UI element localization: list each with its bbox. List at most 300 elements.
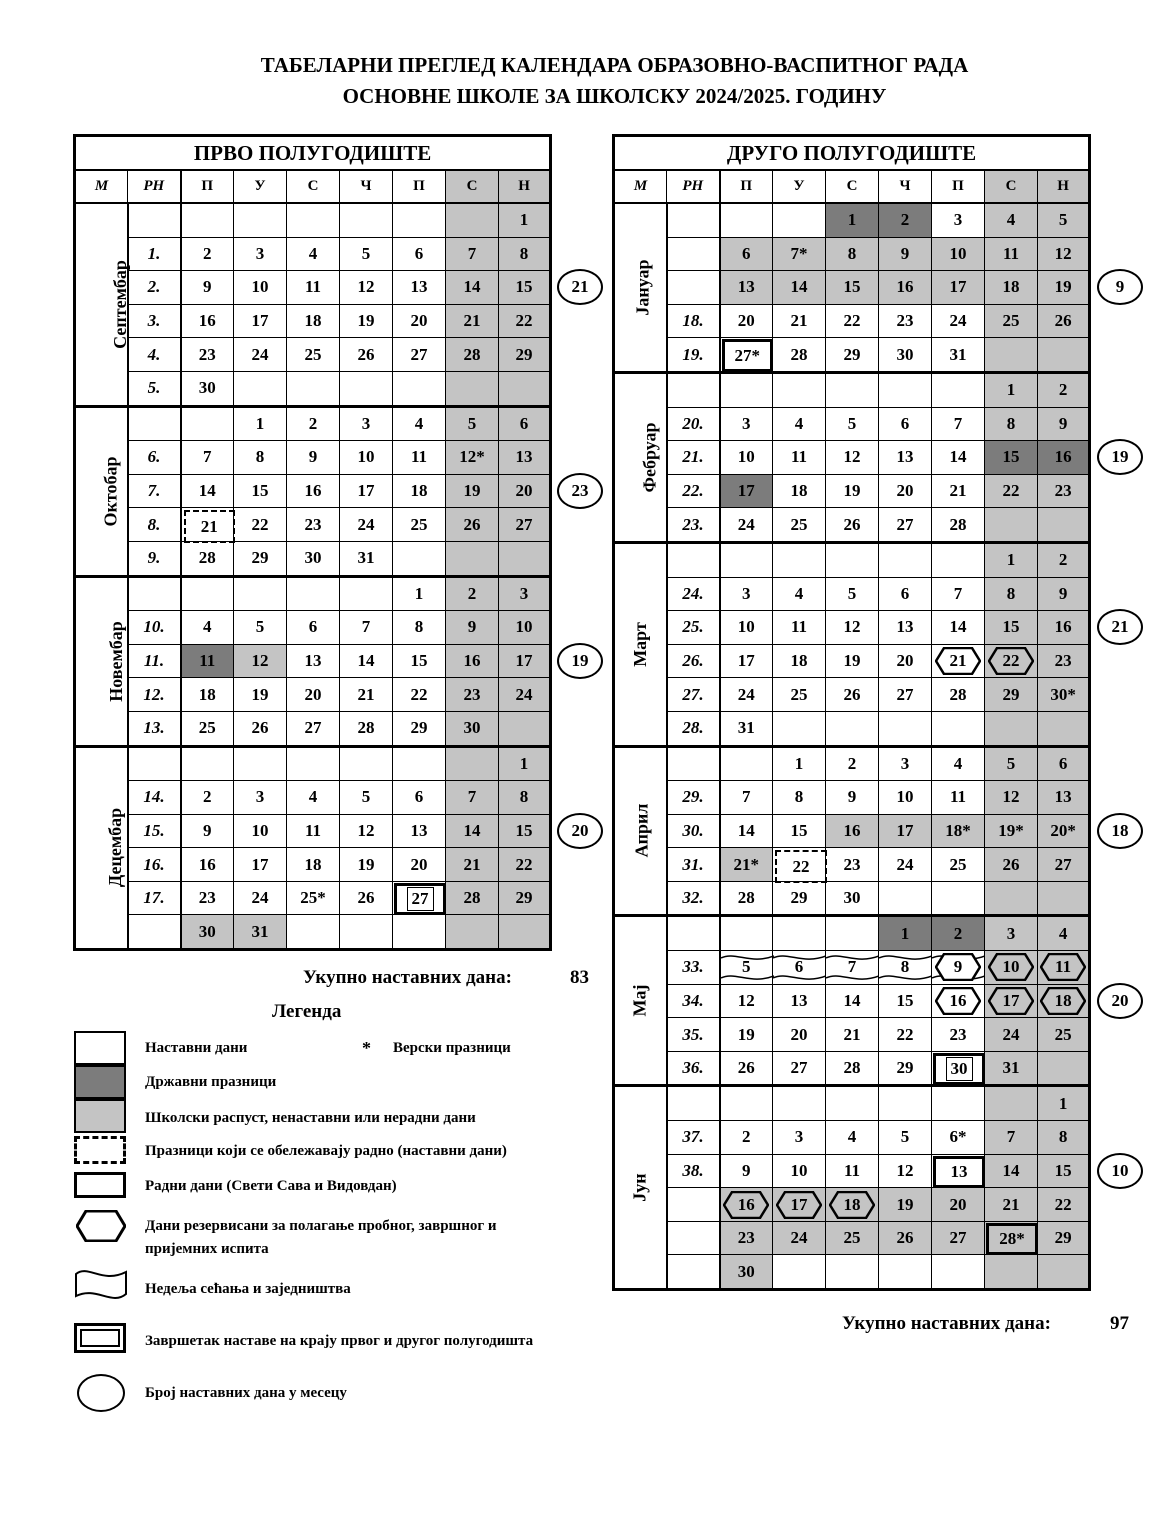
day-cell [446, 338, 499, 372]
week-number: 29. [667, 781, 720, 815]
day-cell [393, 678, 446, 712]
day-cell [181, 203, 234, 237]
day-number: 14 [198, 481, 216, 501]
day-cell [287, 915, 340, 950]
day-cell [932, 1121, 985, 1155]
day-cell [932, 338, 985, 373]
day-number: 28 [790, 344, 808, 364]
day-number: 25 [304, 344, 322, 364]
day-cell [985, 1051, 1038, 1086]
legend-swatch-working [74, 1172, 126, 1198]
day-number: 13 [896, 617, 914, 637]
day-cell [234, 474, 287, 508]
day-cell [340, 271, 393, 305]
day-number: 26 [357, 344, 375, 364]
day-cell [932, 781, 985, 815]
day-cell [446, 203, 499, 237]
day-number: 27 [407, 887, 434, 911]
week-number: 18. [667, 304, 720, 338]
week-number: 9. [128, 541, 181, 576]
day-cell [287, 644, 340, 678]
day-cell [773, 203, 826, 237]
week-number [128, 915, 181, 950]
week-number: 27. [667, 678, 720, 712]
day-cell [826, 881, 879, 916]
day-cell [499, 611, 551, 645]
day-number: 10 [737, 617, 755, 637]
day-number: 14 [790, 277, 808, 297]
document-title [0, 50, 1154, 112]
day-cell [773, 644, 826, 678]
day-cell [826, 338, 879, 373]
day-cell [932, 916, 985, 951]
day-cell [340, 915, 393, 950]
day-cell [1038, 237, 1090, 271]
month-name [614, 746, 667, 916]
day-number: 12 [357, 277, 375, 297]
day-number: 3 [742, 413, 751, 433]
day-number: 11 [1002, 243, 1020, 263]
day-number: 18* [945, 820, 971, 840]
day-cell [720, 441, 773, 475]
day-cell [181, 711, 234, 746]
day-number: 25 [949, 854, 967, 874]
day-cell [773, 848, 826, 882]
day-cell [446, 848, 499, 882]
day-number: 28 [463, 888, 481, 908]
day-cell [446, 881, 499, 915]
day-number: 10 [515, 617, 533, 637]
day-cell [985, 1018, 1038, 1052]
week-number: 10. [128, 611, 181, 645]
day-cell [499, 781, 551, 815]
month-label: Јун [629, 1173, 650, 1202]
day-cell [826, 304, 879, 338]
day-cell [393, 848, 446, 882]
day-cell [826, 542, 879, 577]
day-number: 21 [463, 854, 481, 874]
day-cell [393, 406, 446, 441]
day-number: 22 [515, 311, 533, 331]
day-cell [985, 711, 1038, 746]
day-number: 4 [1006, 210, 1016, 230]
first-half-total-value: 83 [570, 967, 589, 988]
day-number: 9 [1058, 583, 1068, 603]
day-cell [720, 542, 773, 577]
legend-circle-icon [77, 1374, 125, 1412]
day-cell [720, 746, 773, 781]
day-cell [446, 781, 499, 815]
day-cell [826, 1051, 879, 1086]
day-cell [181, 611, 234, 645]
week-number [667, 203, 720, 237]
day-cell [985, 746, 1038, 781]
day-number: 27* [734, 345, 760, 365]
day-cell [720, 1051, 773, 1086]
day-cell [826, 1154, 879, 1188]
day-number: 2 [953, 923, 963, 943]
day-cell [826, 1188, 879, 1222]
day-cell [879, 203, 932, 237]
week-number [128, 746, 181, 781]
column-header: С [985, 170, 1038, 203]
week-number: 24. [667, 577, 720, 611]
day-number: 12* [459, 447, 485, 467]
day-cell [826, 984, 879, 1018]
day-cell [773, 1018, 826, 1052]
day-cell [720, 848, 773, 882]
day-cell [826, 203, 879, 237]
week-number: 21. [667, 441, 720, 475]
day-cell [499, 576, 551, 611]
column-header: Н [499, 170, 551, 203]
day-number: 18 [410, 481, 428, 501]
day-cell [181, 338, 234, 372]
day-number: 3 [900, 753, 910, 773]
day-number: 18 [1054, 990, 1072, 1010]
day-cell [773, 746, 826, 781]
day-number: 11 [790, 617, 808, 637]
day-cell [932, 271, 985, 305]
day-number: 6 [900, 583, 910, 603]
day-cell [181, 474, 234, 508]
day-number: 30 [198, 378, 216, 398]
day-cell [932, 1255, 985, 1290]
day-cell [826, 508, 879, 543]
day-number: 18 [304, 311, 322, 331]
day-cell [879, 1121, 932, 1155]
day-cell [446, 271, 499, 305]
day-cell [985, 407, 1038, 441]
legend-label-end-term: Завршетак наставе на крају првог и другог полугодишта [145, 1333, 534, 1349]
day-number: 19 [251, 684, 269, 704]
month-name [614, 203, 667, 372]
day-cell [181, 644, 234, 678]
day-number: 31 [1002, 1058, 1020, 1078]
day-cell [499, 848, 551, 882]
day-number: 26 [463, 514, 481, 534]
day-cell [340, 474, 393, 508]
legend-swatch-break [74, 1099, 126, 1133]
day-cell [234, 781, 287, 815]
day-cell [446, 915, 499, 950]
day-cell [393, 576, 446, 611]
day-number: 29 [251, 548, 269, 568]
day-cell [181, 814, 234, 848]
day-number: 13 [737, 277, 755, 297]
day-cell [1038, 848, 1090, 882]
day-cell [340, 237, 393, 271]
day-number: 28 [843, 1058, 861, 1078]
day-cell [234, 304, 287, 338]
column-header: Ч [879, 170, 932, 203]
day-number: 16 [843, 820, 861, 840]
day-number: 14 [843, 990, 861, 1010]
day-cell [932, 678, 985, 712]
day-number: 12 [843, 447, 861, 467]
day-cell [234, 271, 287, 305]
day-cell [446, 541, 499, 576]
day-cell [234, 338, 287, 372]
day-number: 15 [790, 820, 808, 840]
day-cell [287, 848, 340, 882]
day-number: 27 [515, 514, 533, 534]
day-cell [932, 984, 985, 1018]
day-number: 24 [357, 514, 375, 534]
day-number: 2 [742, 1127, 751, 1147]
week-number: 3. [128, 304, 181, 338]
month-label: Новембар [105, 620, 126, 702]
day-number: 28 [198, 548, 216, 568]
day-cell [879, 1154, 932, 1188]
day-number: 6 [308, 617, 318, 637]
day-cell [773, 951, 826, 985]
day-number: 29 [790, 888, 808, 908]
day-number: 8 [1058, 1127, 1068, 1147]
day-number: 9 [742, 1160, 751, 1180]
day-number: 18 [1002, 277, 1020, 297]
week-number: 22. [667, 474, 720, 508]
second-half-total-value: 97 [1110, 1313, 1129, 1334]
day-number: 17 [737, 481, 755, 501]
day-cell [826, 644, 879, 678]
day-cell [985, 304, 1038, 338]
day-cell [720, 711, 773, 746]
day-cell [720, 814, 773, 848]
day-cell [1038, 474, 1090, 508]
day-cell [720, 407, 773, 441]
day-number: 21 [1002, 1194, 1020, 1214]
legend-label-teaching: Наставни дани [145, 1040, 248, 1056]
day-cell [1038, 881, 1090, 916]
day-number: 12 [1054, 243, 1072, 263]
day-cell [826, 1018, 879, 1052]
day-number: 15 [1002, 447, 1020, 467]
day-cell [720, 1121, 773, 1155]
day-cell [287, 541, 340, 576]
day-number: 28 [737, 888, 755, 908]
day-cell [287, 781, 340, 815]
day-cell [234, 711, 287, 746]
day-cell [1038, 542, 1090, 577]
day-number: 13 [304, 651, 322, 671]
legend-swatch-end-term [74, 1323, 126, 1353]
day-cell [287, 203, 340, 237]
day-cell [234, 814, 287, 848]
legend-religious-label: Верски празници [393, 1040, 511, 1056]
day-cell [1038, 711, 1090, 746]
day-cell [773, 611, 826, 645]
day-cell [393, 441, 446, 475]
day-cell [340, 441, 393, 475]
day-cell [340, 338, 393, 372]
day-cell [720, 1086, 773, 1121]
day-cell [985, 951, 1038, 985]
day-cell [181, 746, 234, 781]
week-number: 2. [128, 271, 181, 305]
day-cell [499, 406, 551, 441]
day-cell [720, 678, 773, 712]
day-cell [1038, 781, 1090, 815]
week-number [667, 746, 720, 781]
day-number: 5 [742, 957, 751, 977]
day-number: 12 [357, 820, 375, 840]
column-header: П [393, 170, 446, 203]
week-number [128, 576, 181, 611]
day-cell [499, 371, 551, 406]
day-cell [446, 576, 499, 611]
day-cell [773, 271, 826, 305]
day-cell [773, 577, 826, 611]
day-cell [446, 474, 499, 508]
day-cell [879, 372, 932, 407]
day-number: 3 [1006, 923, 1016, 943]
day-number: 30 [843, 888, 861, 908]
day-number: 16 [463, 651, 481, 671]
day-cell [446, 644, 499, 678]
day-cell [985, 1121, 1038, 1155]
day-number: 9 [467, 617, 477, 637]
day-number: 21 [463, 311, 481, 331]
day-cell [340, 508, 393, 542]
day-number: 10 [357, 447, 375, 467]
day-cell [340, 576, 393, 611]
day-number: 4 [794, 583, 804, 603]
day-cell [499, 271, 551, 305]
legend-label-remembrance: Недеља сећања и заједништва [145, 1281, 351, 1297]
day-number: 20 [790, 1024, 808, 1044]
day-number: 8 [1006, 413, 1016, 433]
day-cell [181, 237, 234, 271]
day-number: 7 [742, 787, 751, 807]
week-number: 11. [128, 644, 181, 678]
day-number: 29 [410, 718, 428, 738]
day-number: 28 [357, 718, 375, 738]
legend-hexagon-icon [76, 1210, 126, 1242]
day-cell [826, 1086, 879, 1121]
day-cell [287, 508, 340, 542]
day-cell [340, 746, 393, 781]
day-cell [287, 881, 340, 915]
legend-swatch-state-holiday [74, 1065, 126, 1099]
day-number: 6 [900, 413, 910, 433]
column-header: РН [667, 170, 720, 203]
day-number: 14 [949, 617, 967, 637]
day-cell [1038, 1154, 1090, 1188]
day-cell [879, 577, 932, 611]
week-number: 37. [667, 1121, 720, 1155]
day-cell [287, 576, 340, 611]
day-number: 19 [1054, 277, 1072, 297]
day-number: 21 [790, 311, 808, 331]
day-cell [773, 678, 826, 712]
day-number: 22 [896, 1024, 914, 1044]
day-number: 3 [794, 1127, 804, 1147]
day-number: 27 [896, 684, 914, 704]
day-number: 9 [308, 447, 318, 467]
day-number: 26 [843, 514, 861, 534]
day-number: 4 [414, 413, 424, 433]
day-number: 15 [1002, 617, 1020, 637]
day-cell [985, 577, 1038, 611]
day-cell [393, 508, 446, 542]
day-number: 1 [900, 923, 910, 943]
day-cell [932, 372, 985, 407]
day-cell [446, 406, 499, 441]
day-cell [879, 237, 932, 271]
day-number: 2 [1058, 550, 1068, 570]
day-number: 11 [304, 820, 322, 840]
day-number: 1 [519, 210, 529, 230]
day-cell [826, 372, 879, 407]
day-cell [234, 541, 287, 576]
day-cell [773, 1154, 826, 1188]
day-number: 14 [463, 277, 481, 297]
day-cell [393, 371, 446, 406]
day-number: 20 [737, 311, 755, 331]
day-cell [393, 271, 446, 305]
day-number: 19 [357, 854, 375, 874]
day-cell [1038, 372, 1090, 407]
month-day-count: 19 [557, 643, 603, 679]
day-cell [932, 1018, 985, 1052]
week-number: 1. [128, 237, 181, 271]
day-cell [393, 237, 446, 271]
day-number: 2 [1058, 380, 1068, 400]
title-line-1: ТАБЕЛАРНИ ПРЕГЛЕД КАЛЕНДАРА ОБРАЗОВНО-ВАСПИТНОГ РАДА [260, 53, 969, 77]
day-cell [720, 203, 773, 237]
day-cell [1038, 271, 1090, 305]
day-number: 7 [953, 583, 963, 603]
day-cell [287, 338, 340, 372]
day-cell [287, 237, 340, 271]
day-number: 10 [790, 1160, 808, 1180]
day-number: 20 [410, 311, 428, 331]
day-cell [1038, 1188, 1090, 1222]
day-cell [932, 304, 985, 338]
day-cell [1038, 508, 1090, 543]
day-number: 20 [896, 481, 914, 501]
day-cell [234, 848, 287, 882]
day-cell [985, 781, 1038, 815]
day-cell [499, 644, 551, 678]
day-cell [826, 271, 879, 305]
day-number: 23 [737, 1228, 755, 1248]
day-number: 17 [737, 651, 755, 671]
day-number: 30* [1050, 684, 1076, 704]
day-number: 25 [790, 514, 808, 534]
day-number: 17 [790, 1194, 808, 1214]
day-cell [340, 371, 393, 406]
day-cell [393, 541, 446, 576]
day-number: 11 [199, 651, 216, 671]
day-number: 7 [361, 617, 371, 637]
day-cell [1038, 951, 1090, 985]
day-number: 16 [1054, 617, 1072, 637]
month-name [75, 203, 128, 406]
day-number: 15 [515, 820, 533, 840]
day-cell [932, 881, 985, 916]
day-cell [985, 203, 1038, 237]
day-number: 12 [251, 651, 269, 671]
day-cell [234, 406, 287, 441]
day-number: 27 [304, 718, 322, 738]
day-cell [932, 848, 985, 882]
day-number: 26 [1002, 854, 1020, 874]
day-cell [393, 203, 446, 237]
day-number: 25 [1054, 1024, 1072, 1044]
month-label: Април [631, 804, 652, 858]
